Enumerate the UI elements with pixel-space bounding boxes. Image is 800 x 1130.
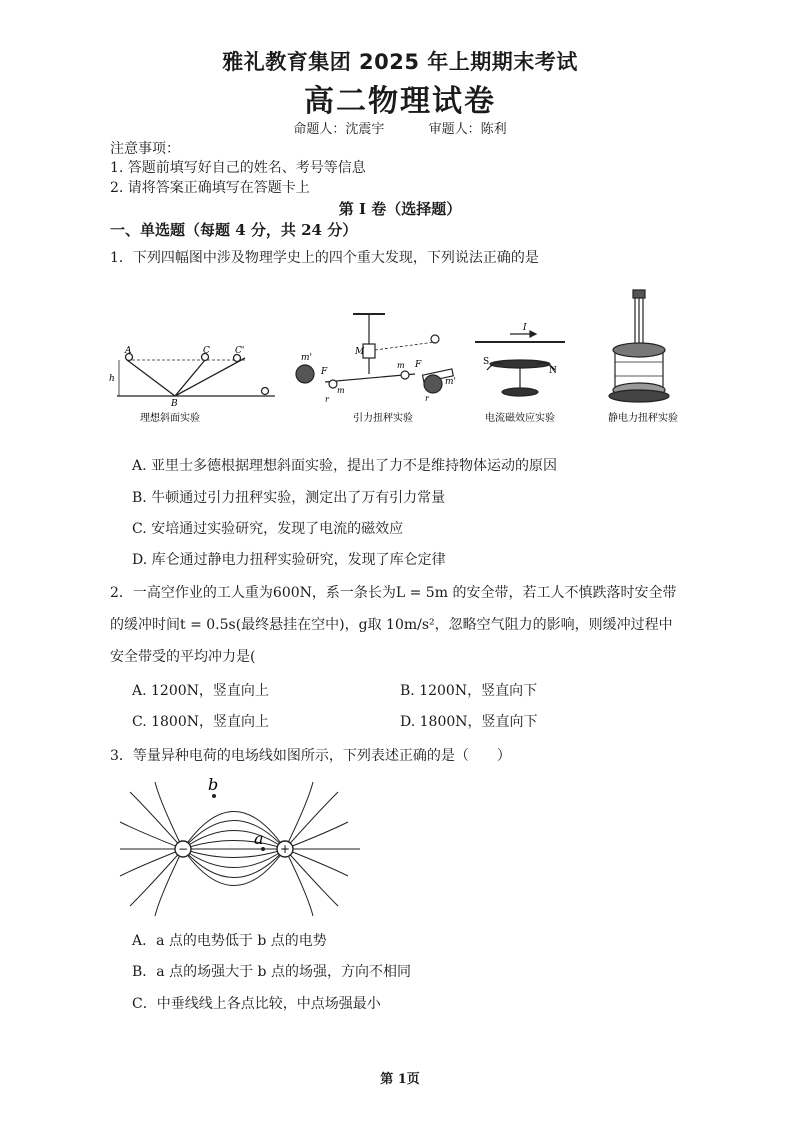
section-title: 一、单选题（每题 4 分，共 24 分） [110, 221, 358, 239]
label-a: A [125, 346, 132, 356]
author: 命题人：沈震宇 [293, 122, 385, 137]
q1-option-a: A. 亚里士多德根据理想斜面实验，提出了力不是维持物体运动的原因 [132, 458, 558, 474]
label-h: h [109, 374, 115, 384]
q3-option-b: B．a 点的场强大于 b 点的场强，方向不相同 [132, 964, 411, 980]
label-b: B [171, 399, 178, 409]
positive-charge-sign: + [279, 842, 291, 856]
q2-option-b: B. 1200N，竖直向下 [400, 683, 538, 699]
label-point-b: b [208, 775, 219, 794]
label-i: I [523, 323, 527, 333]
q3-option-c: C．中垂线线上各点比较，中点场强最小 [132, 996, 381, 1012]
label-s: S [483, 357, 490, 367]
caption-gravity: 引力扭秤实验 [353, 413, 413, 424]
notice-heading: 注意事项： [110, 141, 180, 157]
notice-item-1: 1. 答题前填写好自己的姓名、考号等信息 [110, 160, 366, 176]
exam-title: 雅礼教育集团 2025 年上期期末考试 [222, 50, 578, 74]
q2-option-a: A. 1200N，竖直向上 [132, 683, 269, 699]
label-c: C [203, 346, 210, 356]
label-r2: r [425, 394, 429, 403]
label-m-big: M [355, 347, 365, 357]
label-point-a: a [254, 829, 264, 848]
caption-coulomb: 静电力扭秤实验 [608, 413, 678, 424]
caption-oersted: 电流磁效应实验 [485, 413, 555, 424]
authors-line [0, 118, 800, 137]
q3-stem: 3．等量异种电荷的电场线如图所示，下列表述正确的是（ ） [110, 748, 511, 764]
page-number: 第 1页 [380, 1072, 420, 1087]
label-m3: m [337, 386, 345, 395]
label-cp: C' [235, 346, 245, 356]
reviewer: 审题人：陈利 [428, 122, 507, 137]
part-title: 第 I 卷（选择题） [338, 200, 462, 218]
caption-incline: 理想斜面实验 [140, 413, 200, 424]
incline-figure [117, 354, 275, 397]
q2-line-1: 2．一高空作业的工人重为600N，系一条长为L = 5m 的安全带，若工人不慎跌落时安全带 [110, 585, 677, 601]
label-n: N [549, 366, 557, 376]
label-f2: F [415, 360, 422, 370]
q2-option-d: D. 1800N，竖直向下 [400, 714, 538, 730]
q1-option-c: C. 安培通过实验研究，发现了电流的磁效应 [132, 521, 404, 537]
paper-subtitle: 高二物理试卷 [304, 84, 496, 119]
q1-option-b: B. 牛顿通过引力扭秤实验，测定出了万有引力常量 [132, 490, 446, 506]
field-line-diagram [110, 772, 370, 922]
label-r1: r [325, 395, 329, 404]
coulomb-torsion-figure [609, 290, 669, 402]
label-m4: m [397, 361, 405, 370]
q1-stem: 1．下列四幅图中涉及物理学史上的四个重大发现，下列说法正确的是 [110, 250, 539, 266]
q2-option-c: C. 1800N，竖直向上 [132, 714, 269, 730]
q3-option-a: A．a 点的电势低于 b 点的电势 [132, 933, 327, 949]
gravity-torsion-figure [296, 314, 453, 393]
label-f1: F [321, 367, 328, 377]
q1-option-d: D. 库仑通过静电力扭秤实验研究，发现了库仑定律 [132, 552, 446, 568]
negative-charge-sign: − [177, 842, 189, 856]
q2-line-2: 的缓冲时间t = 0.5s(最终悬挂在空中)，g取 10m/s²，忽略空气阻力的影响，则缓冲过程中 [110, 617, 673, 633]
q2-line-3: 安全带受的平均冲力是( [110, 649, 256, 665]
notice-item-2: 2. 请将答案正确填写在答题卡上 [110, 180, 310, 196]
label-m1: m' [301, 353, 313, 363]
q1-figures [105, 280, 705, 435]
label-m2: m' [445, 377, 457, 387]
